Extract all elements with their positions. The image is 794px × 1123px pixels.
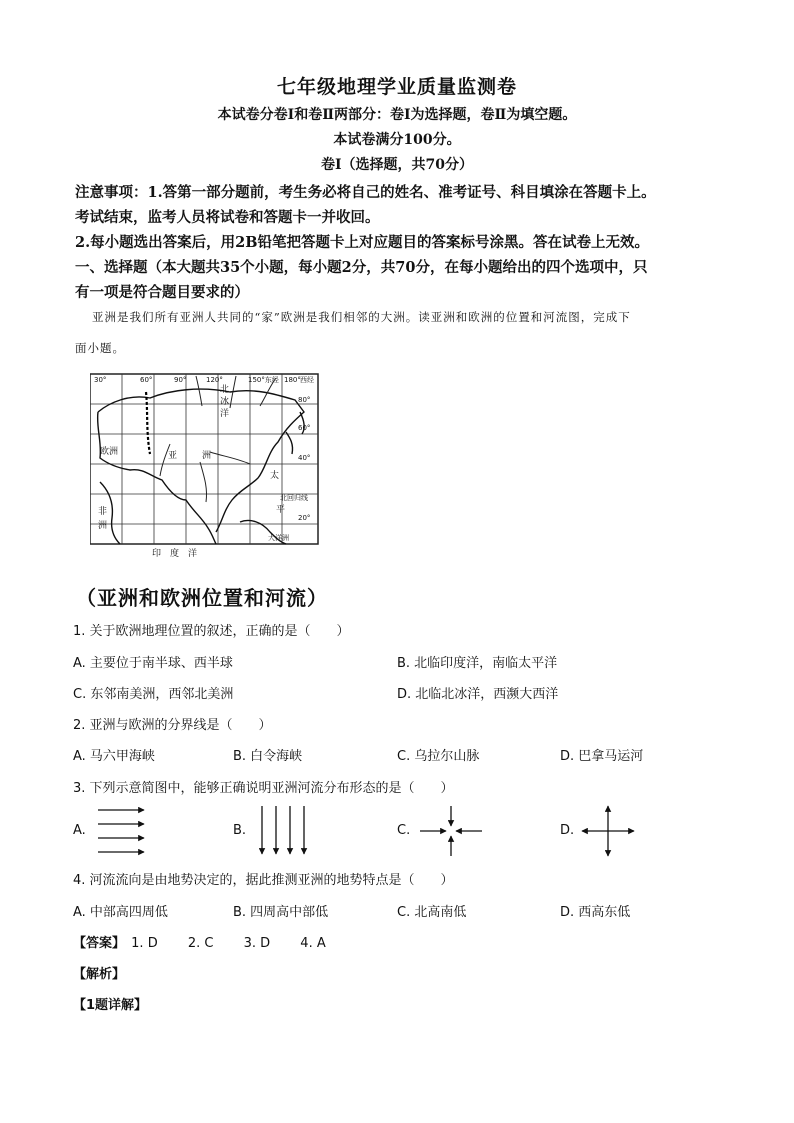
answer-4: 4. A: [300, 936, 326, 951]
question-4-option-d[interactable]: D. 西高东低: [560, 905, 631, 920]
question-2-option-c[interactable]: C. 乌拉尔山脉: [397, 749, 480, 764]
section-instructions-2: 有一项是符合题目要求的）: [75, 284, 249, 301]
map-label-fei: 非: [98, 507, 108, 517]
map-label-120: 120°: [206, 376, 223, 384]
map-label-180: 180°: [284, 376, 301, 384]
full-score-note: 本试卷满分100分。: [333, 132, 461, 148]
answer-row: [73, 932, 326, 951]
question-3-option-b[interactable]: B.: [233, 823, 247, 838]
exam-structure-note: 本试卷分卷Ⅰ和卷Ⅱ两部分：卷Ⅰ为选择题，卷Ⅱ为填空题。: [217, 107, 577, 123]
map-label-zhou: 洲: [202, 451, 212, 461]
map-label-west: 西经: [300, 376, 314, 384]
question-3-option-a[interactable]: A.: [73, 823, 86, 838]
parallel-down-arrows-icon: [256, 804, 312, 862]
diverging-arrows-icon: [580, 804, 636, 862]
question-3-option-c[interactable]: C.: [397, 823, 411, 838]
map-label-bing: 冰: [220, 397, 230, 407]
parallel-right-arrows-icon: [96, 806, 148, 860]
asia-europe-map: [90, 372, 320, 577]
map-label-20n: 20°: [298, 514, 311, 522]
notice-line-1: 注意事项：1.答第一部分题前，考生务必将自己的姓名、准考证号、科目填涂在答题卡上。: [75, 184, 656, 201]
question-3-option-d[interactable]: D.: [560, 823, 575, 838]
map-label-ya: 亚: [168, 451, 178, 461]
question-4-option-b[interactable]: B. 四周高中部低: [233, 905, 329, 920]
map-label-150: 150°东经: [248, 376, 279, 384]
map-label-oceania: 大洋洲: [268, 534, 289, 542]
notice-line-3: 2.每小题选出答案后，用2B铅笔把答题卡上对应题目的答案标号涂黑。答在试卷上无效。: [75, 234, 649, 251]
map-label-80: 80°: [298, 396, 311, 404]
map-label-yang2: 洋: [188, 549, 198, 559]
analysis-label: 【解析】: [73, 967, 126, 982]
question-1-option-a[interactable]: A. 主要位于南半球、西半球: [73, 656, 233, 671]
page-title: 七年级地理学业质量监测卷: [276, 76, 517, 98]
map-label-yang: 洋: [220, 409, 230, 419]
map-caption: （亚洲和欧洲位置和河流）: [76, 586, 328, 610]
map-label-tai: 太: [270, 471, 280, 481]
question-2-option-b[interactable]: B. 白令海峡: [233, 749, 303, 764]
map-label-europe: 欧洲: [100, 447, 119, 457]
map-label-fei-zhou: 洲: [98, 521, 108, 531]
map-label-90: 90°: [174, 376, 187, 384]
map-label-du: 度: [170, 549, 180, 559]
notice-line-2: 考试结束，监考人员将试卷和答题卡一并收回。: [75, 209, 380, 226]
map-label-40n: 40°: [298, 454, 311, 462]
map-label-60n: 60°: [298, 424, 311, 432]
question-4-option-c[interactable]: C. 北高南低: [397, 905, 467, 920]
answer-2: 2. C: [187, 936, 214, 951]
section-instructions-1: 一、选择题（本大题共35个小题，每小题2分，共70分，在每小题给出的四个选项中，只: [75, 259, 648, 276]
question-4-stem: 4. 河流流向是由地势决定的，据此推测亚洲的地势特点是（ ）: [73, 873, 454, 888]
converging-arrows-icon: [418, 804, 484, 862]
section-heading: 卷Ⅰ（选择题，共70分）: [320, 157, 474, 173]
question-1-option-c[interactable]: C. 东邻南美洲，西邻北美洲: [73, 687, 234, 702]
map-label-bei: 北: [220, 385, 230, 395]
answer-label: 【答案】: [73, 936, 126, 951]
question-3-stem: 3. 下列示意简图中，能够正确说明亚洲河流分布形态的是（ ）: [73, 781, 454, 796]
map-label-30: 30°: [94, 376, 107, 384]
map-label-60: 60°: [140, 376, 153, 384]
question-4-option-a[interactable]: A. 中部高四周低: [73, 905, 168, 920]
question-1-option-d[interactable]: D. 北临北冰洋，西濒大西洋: [397, 687, 559, 702]
answer-3: 3. D: [243, 936, 271, 951]
question-2-stem: 2. 亚洲与欧洲的分界线是（ ）: [73, 718, 272, 733]
question-2-option-d[interactable]: D. 巴拿马运河: [560, 749, 644, 764]
question-2-option-a[interactable]: A. 马六甲海峡: [73, 749, 155, 764]
map-label-ping: 平: [276, 505, 286, 515]
answer-1: 1. D: [131, 936, 158, 951]
intro-line-2: 面小题。: [75, 341, 125, 355]
map-label-yin: 印: [152, 549, 162, 559]
question-1-stem: 1. 关于欧洲地理位置的叙述，正确的是（ ）: [73, 624, 350, 639]
question-1-detail-label: 【1题详解】: [73, 998, 148, 1013]
intro-line-1: 亚洲是我们所有亚洲人共同的“家”欧洲是我们相邻的大洲。读亚洲和欧洲的位置和河流图，完成下: [92, 310, 631, 324]
map-label-tropic: 北回归线: [280, 494, 308, 502]
question-1-option-b[interactable]: B. 北临印度洋，南临太平洋: [397, 656, 558, 671]
